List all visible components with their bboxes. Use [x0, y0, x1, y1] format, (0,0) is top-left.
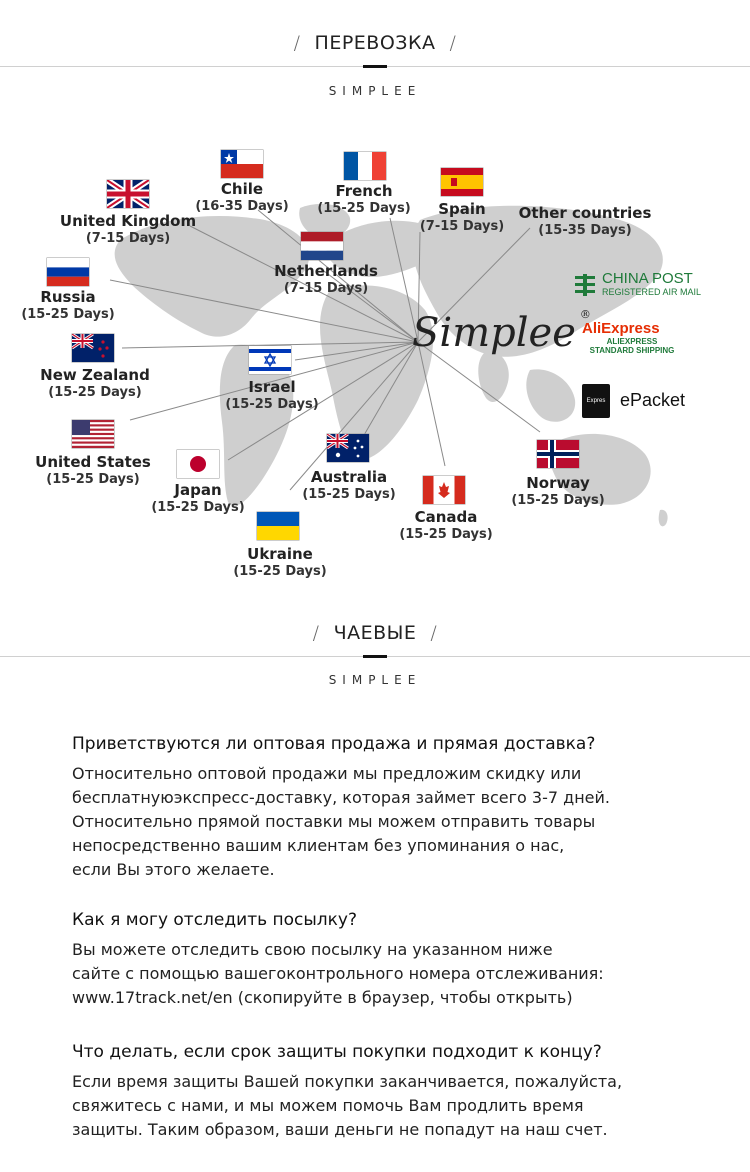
epacket-logo — [582, 382, 712, 422]
country-name: Australia — [310, 468, 388, 486]
france-flag-icon — [344, 152, 386, 180]
country-israel — [225, 378, 318, 413]
country-name: Japan — [174, 481, 222, 499]
country-name: Chile — [220, 180, 264, 198]
aliexpress-sub2: STANDARD SHIPPING — [589, 346, 675, 355]
shipping-title: / ПЕРЕВОЗКА / — [293, 32, 457, 54]
faq-answer-line: Относительно оптовой продажи мы предложим скидку или — [72, 764, 582, 783]
country-name: Other countries — [518, 204, 652, 222]
faq-answer-line: если Вы этого желаете. — [72, 860, 275, 879]
country-name: Spain — [438, 200, 486, 218]
country-norway — [511, 474, 604, 509]
faq-answer-line: Относительно прямой поставки мы можем отправить товары — [72, 812, 596, 831]
country-name: Israel — [248, 378, 296, 396]
faq-answer-line: бесплатнуюэкспресс-доставку, которая займет всего 3-7 дней. — [72, 788, 610, 807]
shipping-subtitle: SIMPLEE — [328, 84, 422, 98]
chile-flag-icon — [221, 150, 263, 178]
delivery-days: (15-25 Days) — [302, 487, 396, 502]
israel-flag-icon — [249, 346, 291, 374]
aliexpress-name: AliExpress — [582, 320, 660, 337]
tips-subtitle: SIMPLEE — [328, 673, 422, 687]
faq-item — [72, 910, 692, 1010]
faq-answer-line: www.17track.net/en (скопируйте в браузер, чтобы открыть) — [72, 988, 573, 1007]
norway-flag-icon — [537, 440, 579, 468]
aliexpress-sub1: ALIEXPRESS — [606, 337, 658, 346]
country-french — [317, 182, 410, 217]
aliexpress-logo — [582, 320, 742, 355]
country-other — [519, 204, 652, 239]
country-us — [35, 453, 151, 488]
country-japan — [151, 481, 244, 516]
shipping-map — [0, 120, 750, 600]
divider-accent — [363, 655, 387, 658]
country-ukraine — [233, 545, 326, 580]
epacket-name: ePacket — [620, 390, 686, 410]
country-new-zealand — [40, 366, 150, 401]
country-netherlands — [274, 262, 378, 297]
delivery-days: (16-35 Days) — [195, 199, 289, 214]
faq-answer-line: защиты. Таким образом, ваши деньги не попадут на наш счет. — [72, 1120, 608, 1139]
simplee-logo: Simplee ® — [412, 307, 591, 356]
country-australia — [302, 468, 395, 503]
tips-title: / ЧАЕВЫЕ / — [312, 622, 438, 644]
faq-answer-line: Вы можете отследить свою посылку на указанном ниже — [72, 940, 553, 959]
country-spain — [420, 200, 504, 235]
country-uk — [60, 212, 196, 247]
country-name: Canada — [414, 508, 478, 526]
delivery-days: (15-25 Days) — [317, 201, 411, 216]
country-name: Norway — [526, 474, 590, 492]
shipping-section-header — [0, 32, 750, 54]
ukraine-flag-icon — [257, 512, 299, 540]
faq-question: Приветствуются ли оптовая продажа и прямая доставка? — [72, 734, 596, 754]
faq-answer-line: сайте с помощью вашегоконтрольного номера отслеживания: — [72, 964, 604, 983]
delivery-days: (15-25 Days) — [233, 564, 327, 579]
faq-item — [72, 734, 692, 882]
delivery-days: (7-15 Days) — [85, 231, 171, 246]
us-flag-icon — [72, 420, 114, 448]
epacket-box-icon: Expres — [582, 384, 610, 418]
country-name: Russia — [40, 288, 96, 306]
china-post-icon — [572, 272, 598, 298]
delivery-days: (7-15 Days) — [419, 219, 505, 234]
faq-answer-line: свяжитесь с нами, и мы можем помочь Вам продлить время — [72, 1096, 584, 1115]
country-chile — [195, 180, 288, 215]
delivery-days: (15-35 Days) — [538, 223, 632, 238]
japan-flag-icon — [177, 450, 219, 478]
country-name: Netherlands — [274, 262, 378, 280]
country-name: New Zealand — [40, 366, 150, 384]
country-name: United Kingdom — [59, 212, 197, 230]
country-name: United States — [35, 453, 151, 471]
delivery-days: (15-25 Days) — [151, 500, 245, 515]
faq-answer-line: непосредственно вашим клиентам без упоминания о нас, — [72, 836, 565, 855]
china-post-subtitle: REGISTERED AIR MAIL — [602, 287, 702, 297]
delivery-days: (15-25 Days) — [511, 493, 605, 508]
faq-item — [72, 1042, 692, 1142]
country-russia — [21, 288, 114, 323]
faq-question: Как я могу отследить посылку? — [72, 910, 358, 930]
divider-accent — [363, 65, 387, 68]
delivery-days: (15-25 Days) — [21, 307, 115, 322]
delivery-days: (15-25 Days) — [399, 527, 493, 542]
delivery-days: (7-15 Days) — [283, 281, 369, 296]
uk-flag-icon — [107, 180, 149, 208]
russia-flag-icon — [47, 258, 89, 286]
delivery-days: (15-25 Days) — [48, 385, 142, 400]
tips-section-header — [0, 622, 750, 644]
spain-flag-icon — [441, 168, 483, 196]
china-post-name: CHINA POST — [602, 270, 693, 287]
faq-question: Что делать, если срок защиты покупки подходит к концу? — [72, 1042, 602, 1062]
country-name: Ukraine — [247, 545, 313, 563]
country-canada — [399, 508, 492, 543]
country-name: French — [335, 182, 393, 200]
netherlands-flag-icon — [301, 232, 343, 260]
australia-flag-icon — [327, 434, 369, 462]
delivery-days: (15-25 Days) — [46, 472, 140, 487]
faq-answer-line: Если время защиты Вашей покупки заканчивается, пожалуйста, — [72, 1072, 623, 1091]
new-zealand-flag-icon — [72, 334, 114, 362]
delivery-days: (15-25 Days) — [225, 397, 319, 412]
canada-flag-icon — [423, 476, 465, 504]
